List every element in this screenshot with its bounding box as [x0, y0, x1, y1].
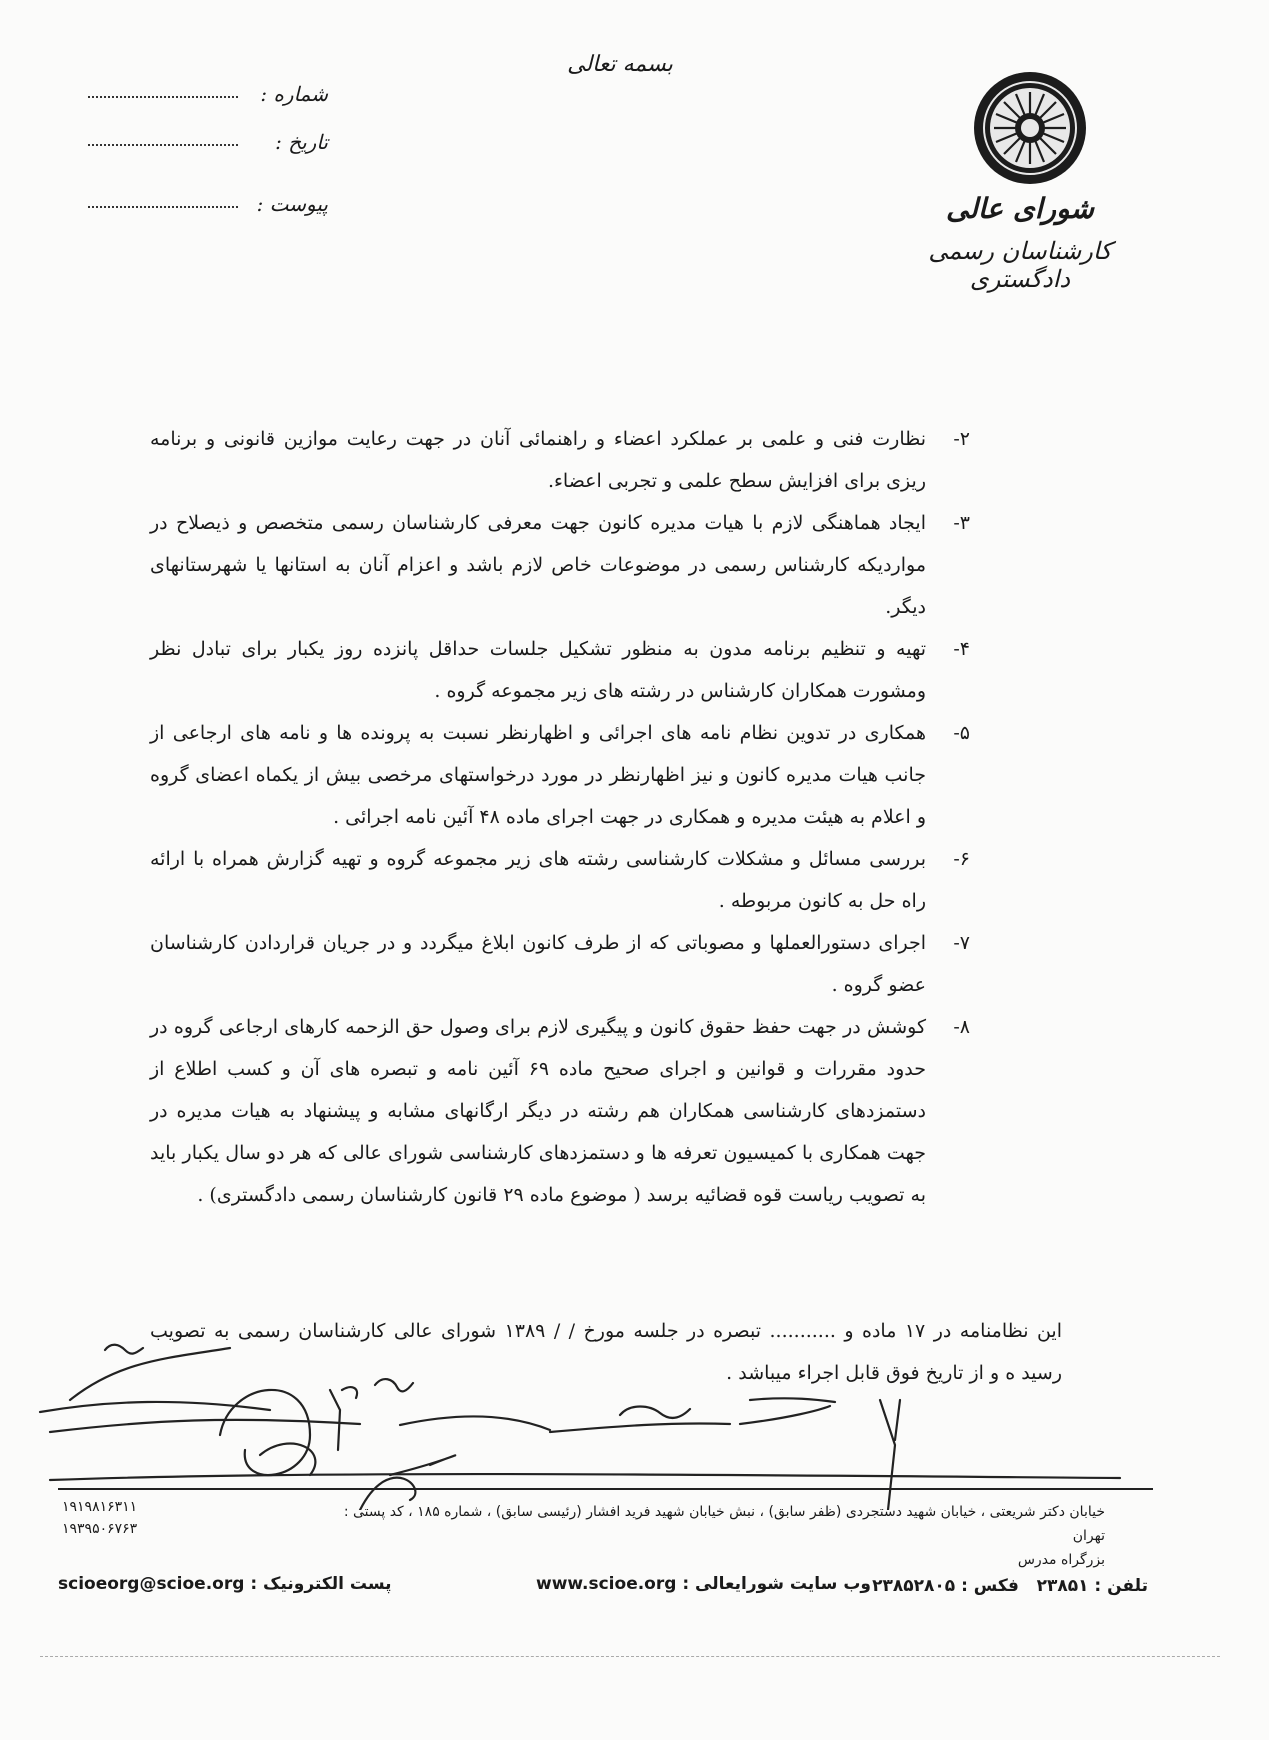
article-text: کوشش در جهت حفظ حقوق کانون و پیگیری لازم برای وصول حق الزحمه کارهای ارجاعی گروه در حدود مقررات و قوانین و اجرای صحیح ماده ۶۹ آئین نامه و تبصره های آن و کسب اطلاع از دستمزدهای کارشناسی همکاران هم رشته در دیگر ارگانهای مشابه و پیشنهاد به هیات مدیره در جهت همکاری با کمیسیون تعرفه ها و دستمزدهای کارشناسی شورای عالی که هر دو سال یکبار باید به تصویب ریاست قوه قضائیه برسد ( موضوع ماده ۲۹ قانون کارشناسان رسمی دادگستری) . [150, 1016, 927, 1206]
website-label: وب سایت شورایعالی : [682, 1574, 871, 1594]
number-dotted-line [88, 96, 238, 98]
article-text: ایجاد هماهنگی لازم با هیات مدیره کانون جهت معرفی کارشناسان رسمی متخصص و ذیصلاح در مواردیکه کارشناس رسمی در موضوعات خاص لازم باشد و اعزام آنان به استانها یا شهرستانهای دیگر. [150, 512, 926, 618]
number-label: شماره : [260, 82, 328, 106]
number-field [88, 82, 328, 112]
article-text: تهیه و تنظیم برنامه مدون به منظور تشکیل جلسات حداقل پانزده روز یکبار برای تبادل نظر ومشورت همکاران کارشناس در رشته های زیر مجموعه گروه . [150, 638, 926, 702]
article-item [150, 628, 970, 712]
attachment-label: پیوست : [256, 192, 328, 216]
fax-label: فکس : [961, 1576, 1019, 1596]
article-number: ۴- [953, 638, 970, 660]
website-contact [536, 1574, 871, 1594]
closing-statement: این نظامنامه در ۱۷ ماده و ........... تبصره در جلسه مورخ / / ۱۳۸۹ شورای عالی کارشناسان رسمی به تصویب رسید ه و از تاریخ فوق قابل اجراء میباشد . [150, 1320, 1063, 1384]
date-field [88, 130, 328, 160]
article-text: همکاری در تدوین نظام نامه های اجرائی و اظهارنظر نسبت به پرونده ها و نامه های ارجاعی از جانب هیات مدیره کانون و نیز اظهارنظر در مورد درخواستهای مرخصی بیش از یکماه اعضای گروه و اعلام به هیئت مدیره و همکاری در جهت اجرای ماده ۴۸ آئین نامه اجرائی . [150, 722, 926, 828]
article-item [150, 838, 970, 922]
attachment-dotted-line [88, 206, 238, 208]
article-item [150, 418, 970, 502]
footer-address [200, 1500, 1105, 1572]
footer-divider [58, 1488, 1153, 1490]
bismillah-heading: بسمه تعالی [567, 52, 673, 77]
date-dotted-line [88, 144, 238, 146]
organization-name-line1: شورای عالی [946, 192, 1094, 225]
signatures-icon [30, 1340, 1140, 1510]
article-text: نظارت فنی و علمی بر عملکرد اعضاء و راهنمائی آنان در جهت رعایت موازین قانونی و برنامه ریزی برای افزایش سطح علمی و تجربی اعضاء. [150, 428, 926, 492]
article-item [150, 922, 970, 1006]
email-label: پست الکترونیک : [250, 1574, 392, 1594]
footer-contact [58, 1574, 1148, 1604]
postal-code: ۱۹۱۹۸۱۶۳۱۱ [62, 1499, 138, 1515]
council-seal-icon [972, 70, 1088, 186]
article-item [150, 1006, 970, 1216]
organization-name [880, 192, 1160, 293]
date-label: تاریخ : [275, 130, 328, 154]
article-text: اجرای دستورالعملها و مصوباتی که از طرف کانون ابلاغ میگردد و در جریان قراردادن کارشناسان عضو گروه . [150, 932, 926, 996]
fax-number: ۲۳۸۵۲۸۰۵ [872, 1576, 956, 1596]
article-item [150, 502, 970, 628]
website-url[interactable]: www.scioe.org [536, 1574, 677, 1594]
postal-code: ۱۹۳۹۵۰۶۷۶۳ [62, 1521, 138, 1537]
address-line-1: خیابان دکتر شریعتی ، خیابان شهید دستجردی (ظفر سابق) ، نبش خیابان شهید فرید افشار (رئیسی سابق) ، شماره ۱۸۵ ، کد پستی : [343, 1504, 1105, 1520]
article-number: ۳- [953, 512, 970, 534]
article-number: ۵- [953, 722, 970, 744]
regulation-articles [150, 418, 970, 1216]
postal-codes [62, 1496, 137, 1540]
address-line-2: تهران [1072, 1528, 1105, 1544]
bottom-dashed-line [40, 1656, 1220, 1657]
phone-number: ۲۳۸۵۱ [1036, 1576, 1089, 1596]
attachment-field [88, 192, 328, 222]
article-number: ۷- [953, 932, 970, 954]
address-line-3: بزرگراه مدرس [1017, 1552, 1105, 1568]
article-text: بررسی مسائل و مشکلات کارشناسی رشته های زیر مجموعه گروه و تهیه گزارش همراه با ارائه راه حل به کانون مربوطه . [150, 848, 926, 912]
phone-fax-contact [872, 1576, 1148, 1596]
phone-label: تلفن : [1094, 1576, 1148, 1596]
organization-name-line2: کارشناسان رسمی دادگستری [928, 237, 1112, 293]
article-item [150, 712, 970, 838]
article-number: ۸- [953, 1016, 970, 1038]
article-number: ۲- [953, 428, 970, 450]
email-address[interactable]: scioeorg@scioe.org [58, 1574, 245, 1594]
email-contact [58, 1574, 392, 1594]
article-number: ۶- [953, 848, 970, 870]
